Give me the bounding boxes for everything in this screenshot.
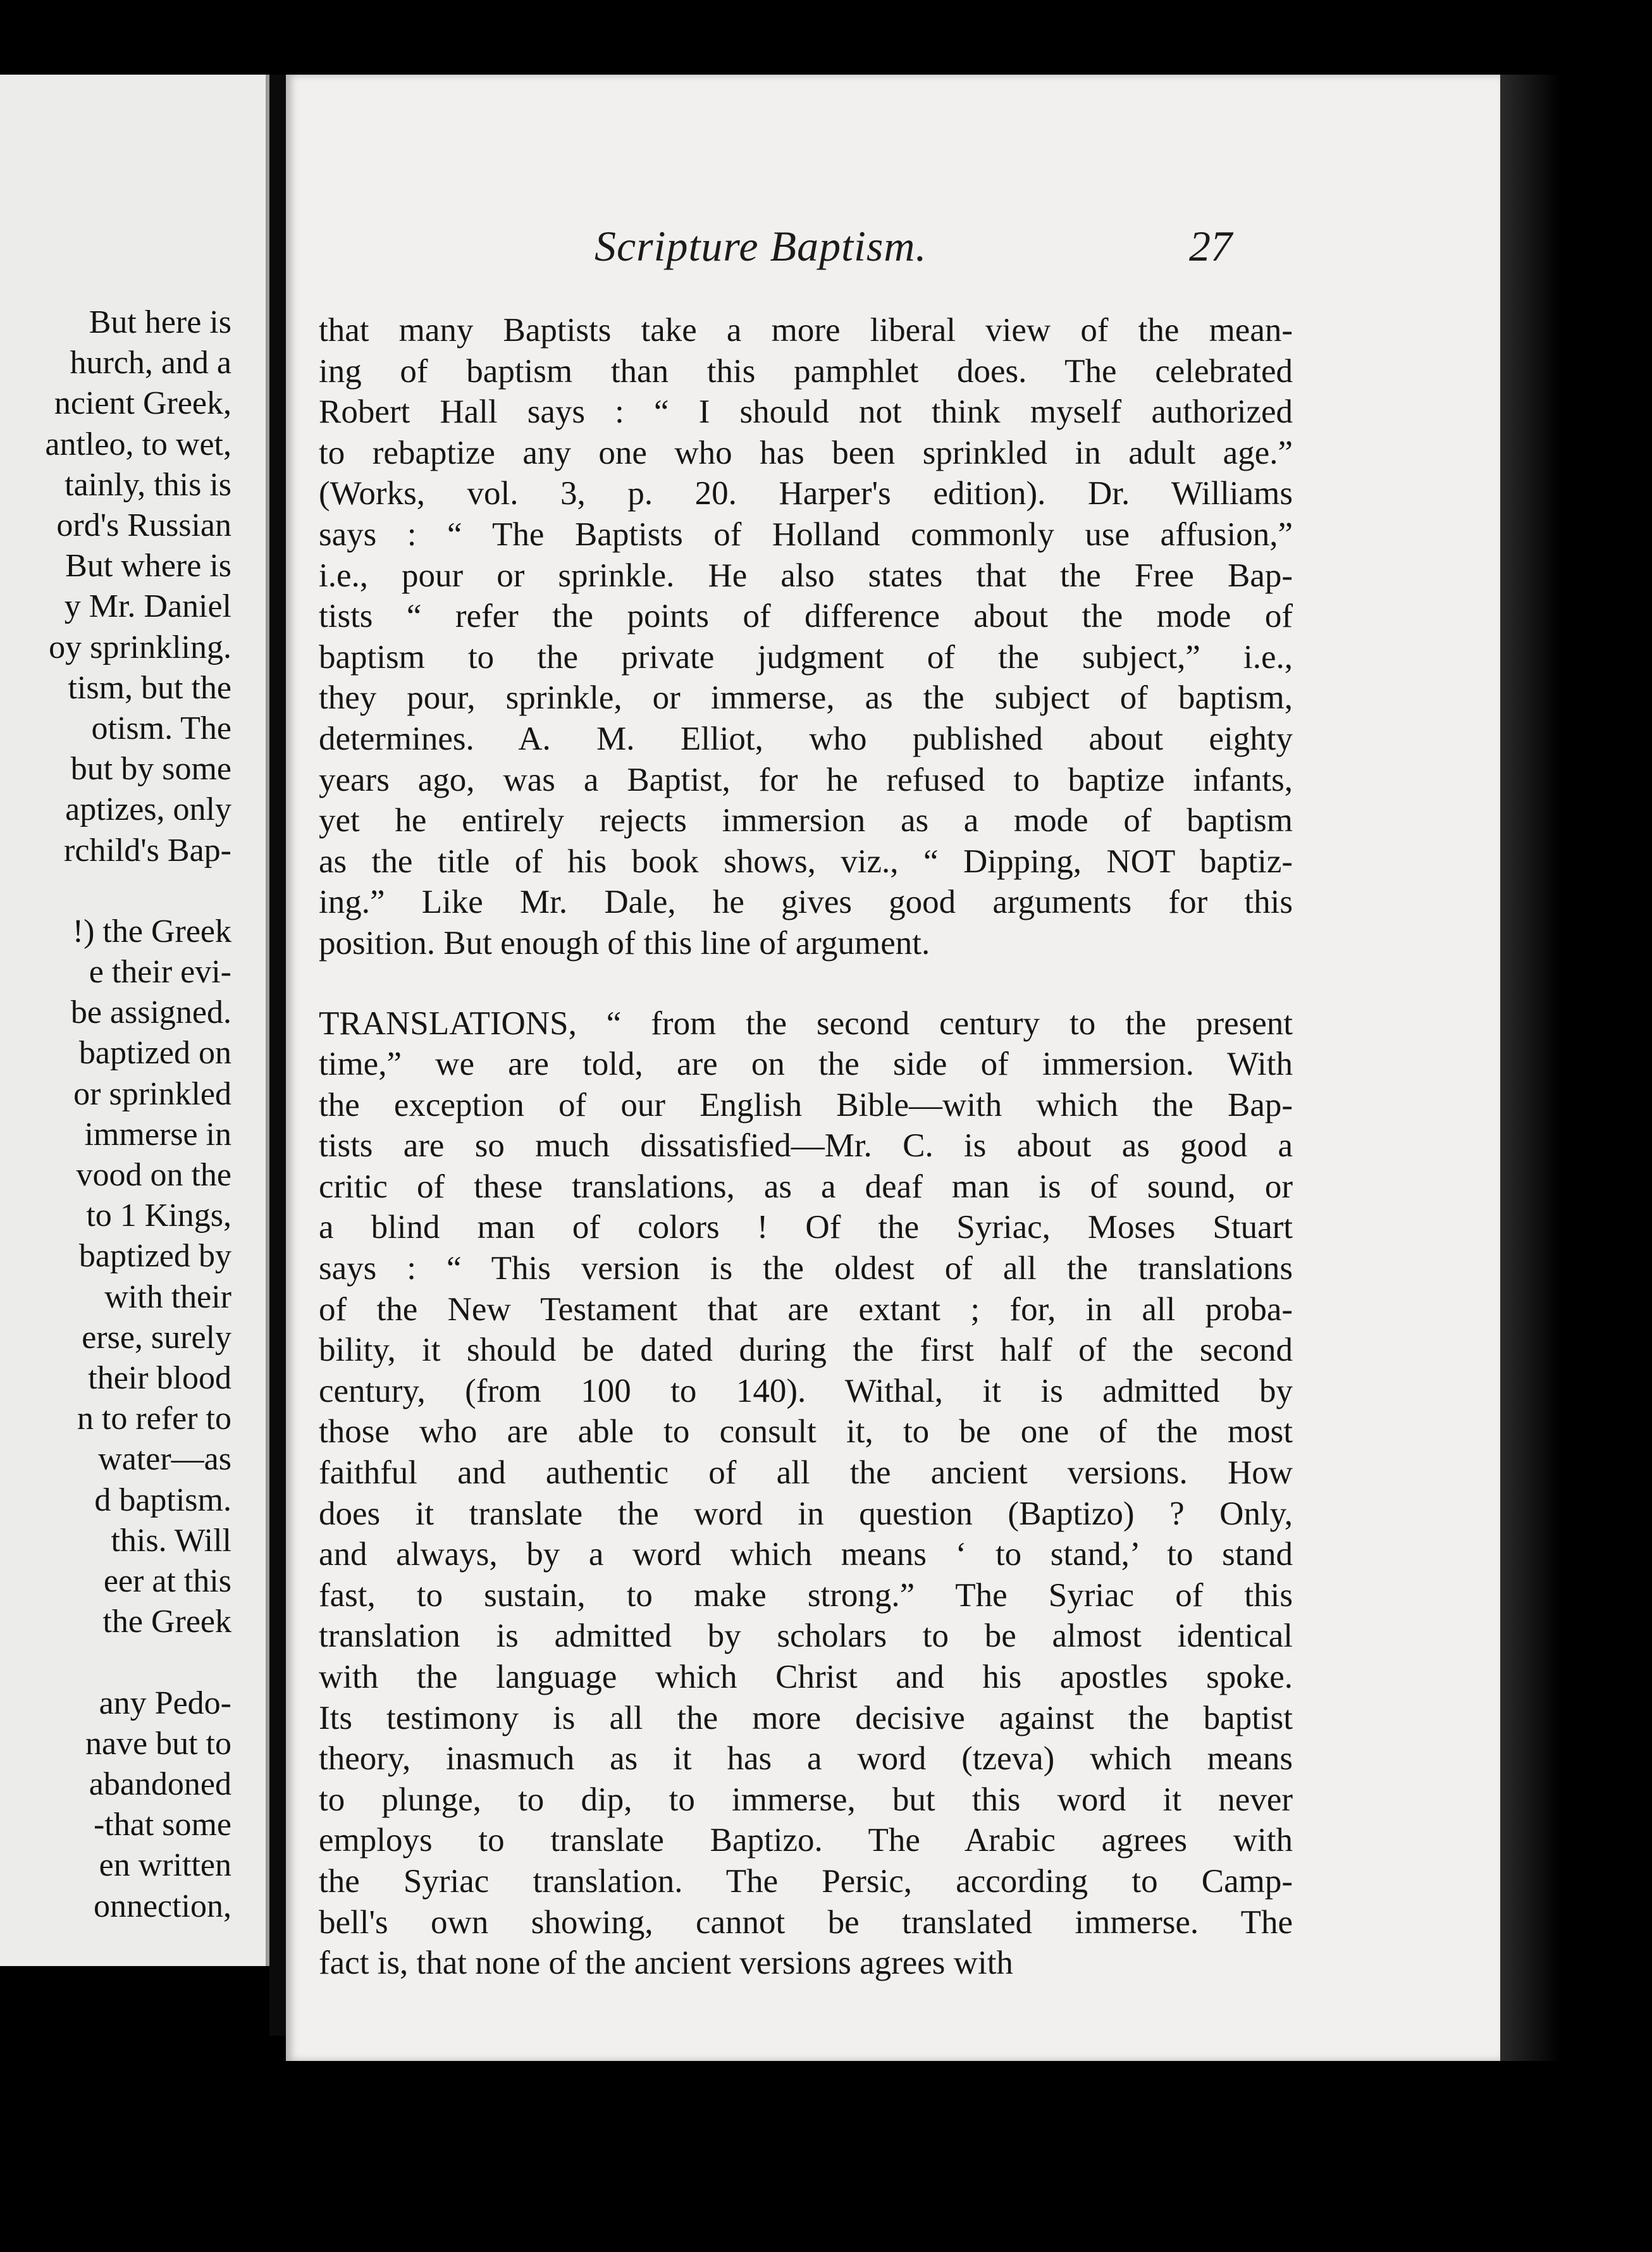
text-line: abandoned [89,1766,231,1802]
paragraph-gap [319,964,1293,1003]
text-line: to plunge, to dip, to immerse, but this word it never [319,1781,1293,1818]
text-line: position. But enough of this line of argument. [319,924,930,962]
text-line: i.e., pour or sprinkle. He also states that the Free Bap- [319,557,1293,594]
text-line: ing of baptism than this pamphlet does. The celebrated [319,352,1293,390]
text-line: e their evi- [89,954,231,991]
text-line: ncient Greek, [54,385,231,422]
text-line: says : “ The Baptists of Holland commonly use affusion,” [319,516,1293,553]
text-line: the Syriac translation. The Persic, according to Camp- [319,1862,1293,1900]
text-line: the Greek [102,1604,231,1640]
text-line: tism, but the [68,669,231,706]
text-line: en written [99,1847,231,1884]
text-line: faithful and authentic of all the ancient versions. How [319,1454,1293,1492]
text-line: bility, it should be dated during the first half of the second [319,1332,1293,1369]
text-line: eer at this [103,1563,231,1600]
text-line: ord's Russian [56,507,231,544]
text-line: with the language which Christ and his apostles spoke. [319,1659,1293,1695]
text-line: does it translate the word in question (Baptizo) ? Only, [319,1495,1293,1532]
text-line: baptized by [78,1238,231,1275]
text-line: a blind man of colors ! Of the Syriac, Moses Stuart [319,1209,1293,1246]
text-line: determines. A. M. Elliot, who published about eighty [319,720,1293,757]
text-line: says : “ This version is the oldest of all the translations [319,1250,1293,1287]
text-line: tists are so much dissatisfied—Mr. C. is about as good a [319,1127,1293,1165]
text-line: that many Baptists take a more liberal view of the mean- [319,312,1293,349]
text-line: -that some [93,1807,231,1843]
text-line: But here is [89,304,231,340]
text-line: fact is, that none of the ancient versions agrees with [319,1945,1013,1982]
left-page-fragment [0,75,269,1966]
paragraph-1 [319,310,1293,964]
right-page [286,75,1500,2061]
left-page-text [0,302,231,1927]
text-line: tainly, this is [65,466,231,503]
text-line: or sprinkled [73,1075,231,1112]
running-head [286,221,1500,278]
text-line: erse, surely [82,1319,231,1356]
text-line: hurch, and a [70,345,231,381]
text-line: but by some [70,751,231,788]
text-line: theory, inasmuch as it has a word (tzeva) which means [319,1740,1293,1778]
text-line: years ago, was a Baptist, for he refused to baptize infants, [319,761,1293,798]
running-title: Scripture Baptism. [595,222,927,270]
line-spacer [0,1643,231,1683]
line-spacer [0,871,231,912]
text-line: as the title of his book shows, viz., “ Dipping, NOT baptiz- [319,843,1293,880]
text-line: rchild's Bap- [64,832,231,869]
text-line: bell's own showing, cannot be translated immerse. The [319,1903,1293,1941]
text-line: !) the Greek [72,913,231,950]
text-line: otism. The [91,710,231,747]
text-line: of the New Testament that are extant ; for, in all proba- [319,1290,1293,1328]
text-line: to 1 Kings, [86,1197,231,1234]
body-text [319,310,1293,1984]
text-line: ing.” Like Mr. Dale, he gives good arguments for this [319,884,1293,921]
text-line: onnection, [93,1888,231,1924]
text-line: fast, to sustain, to make strong.” The Syriac of this [319,1576,1293,1614]
text-line: and always, by a word which means ‘ to stand,’ to stand [319,1536,1293,1573]
text-line: Its testimony is all the more decisive against the baptist [319,1699,1293,1736]
text-line: n to refer to [77,1401,231,1437]
text-line: time,” we are told, are on the side of immersion. With [319,1046,1293,1083]
text-line: this. Will [111,1522,231,1559]
text-line: translation is admitted by scholars to be almost identical [319,1618,1293,1655]
text-line: those who are able to consult it, to be one of the most [319,1413,1293,1451]
text-line: to rebaptize any one who has been sprinkled in adult age.” [319,434,1293,471]
text-line: Robert Hall says : “ I should not think myself authorized [319,393,1293,431]
text-line: But where is [65,548,231,585]
paragraph-2 [319,1003,1293,1984]
text-line: their blood [88,1360,231,1397]
text-line: critic of these translations, as a deaf man is of sound, or [319,1168,1293,1205]
text-line: they pour, sprinkle, or immerse, as the subject of baptism, [319,679,1293,717]
book-edge [1500,75,1561,2061]
text-line: d baptism. [94,1482,231,1518]
text-line: yet he entirely rejects immersion as a mode of baptism [319,802,1293,839]
text-line: tists “ refer the points of difference about the mode of [319,598,1293,635]
text-line: aptizes, only [65,791,231,828]
text-line: baptized on [78,1035,231,1072]
text-line: y Mr. Daniel [64,588,231,625]
text-line: oy sprinkling. [49,629,231,665]
text-line: vood on the [76,1157,231,1194]
text-line: antleo, to wet, [45,426,231,462]
text-line: water—as [98,1441,231,1478]
text-line: nave but to [85,1725,231,1762]
book-gutter [269,75,286,2036]
text-line: century, (from 100 to 140). Withal, it is admitted by [319,1372,1293,1409]
text-line: (Works, vol. 3, p. 20. Harper's edition). Dr. Williams [319,475,1293,512]
text-line: employs to translate Baptizo. The Arabic agrees with [319,1822,1293,1859]
text-line: TRANSLATIONS, “ from the second century to the present [319,1005,1293,1042]
text-line: any Pedo- [99,1685,231,1721]
text-line: be assigned. [70,994,231,1031]
text-line: with their [104,1278,231,1315]
text-line: the exception of our English Bible—with which the Bap- [319,1086,1293,1123]
page-number: 27 [1189,222,1232,270]
text-line: baptism to the private judgment of the subject,” i.e., [319,638,1293,676]
text-line: immerse in [84,1116,231,1153]
